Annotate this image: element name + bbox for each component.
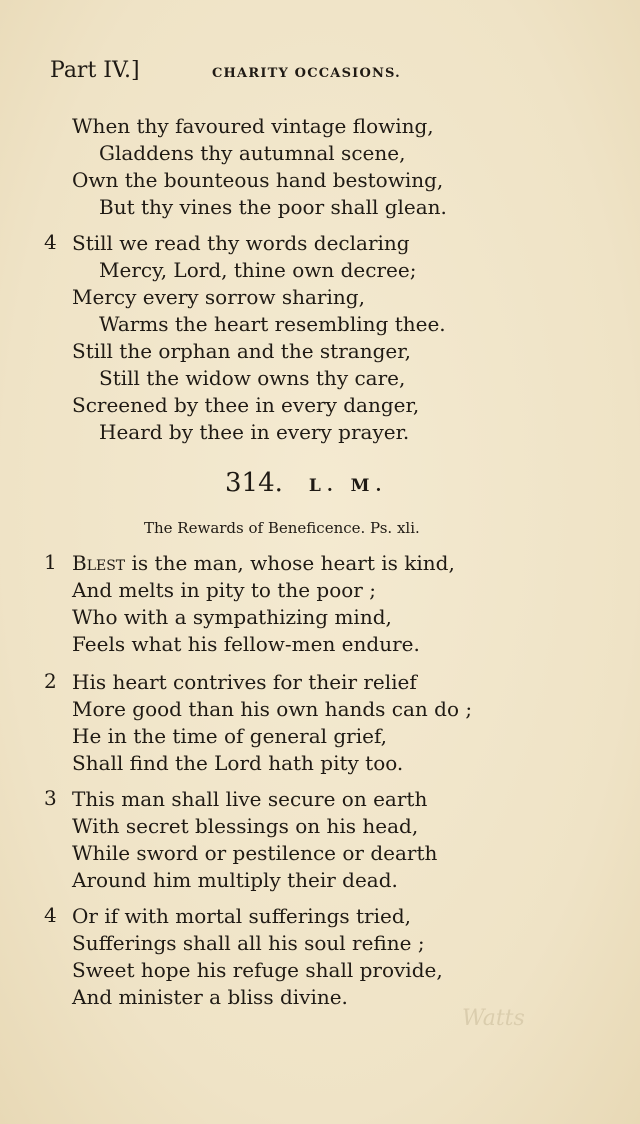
verse-line: Still the orphan and the stranger, [72,339,411,363]
verse-line: While sword or pestilence or dearth [72,841,438,865]
verse-line: Or if with mortal sufferings tried, [72,904,411,928]
hymn-heading [225,468,387,498]
stanza-2 [44,669,552,777]
verse-line: His heart contrives for their relief [72,670,417,694]
stanza-number: 3 [44,786,57,810]
first-line-rest: is the man, whose heart is kind, [125,551,455,575]
hymn-number: 314. [225,468,283,498]
first-word: Blest [72,551,126,575]
verse-line: Shall find the Lord hath pity too. [72,751,404,775]
verse-line: Own the bounteous hand bestowing, [72,168,444,192]
verse-line: Sufferings shall all his soul refine ; [72,931,425,955]
stanza-1 [44,550,552,658]
stanza-3 [44,786,552,894]
verse-line [72,550,552,577]
stanza-4 [44,903,552,1011]
verse-line: But thy vines the poor shall glean. [99,195,447,219]
verse-line: Who with a sympathizing mind, [72,605,392,629]
verse-line: Sweet hope his refuge shall provide, [72,958,443,982]
verse-line: Screened by thee in every danger, [72,393,420,417]
verse-line: Still we read thy words declaring [72,231,410,255]
stanza-number: 1 [44,550,57,574]
verse-line: He in the time of general grief, [72,724,388,748]
verse-line: Mercy every sorrow sharing, [72,285,365,309]
verse-line: With secret blessings on his head, [72,814,419,838]
stanza-continued [72,113,552,221]
author-signature: Watts [462,1006,525,1031]
verse-line: Heard by thee in every prayer. [99,420,410,444]
stanza-number: 2 [44,669,57,693]
part-label: Part IV.] [50,58,140,83]
verse-line: And minister a bliss divine. [72,985,348,1009]
verse-line: More good than his own hands can do ; [72,697,473,721]
stanza-number: 4 [44,903,57,927]
verse-line: Mercy, Lord, thine own decree; [99,258,417,282]
verse-line: Around him multiply their dead. [72,868,398,892]
verse-line: This man shall live secure on earth [72,787,428,811]
verse-line: Gladdens thy autumnal scene, [99,141,406,165]
verse-line: Warms the heart resembling thee. [99,312,446,336]
hymn-subtitle: The Rewards of Beneficence. Ps. xli. [144,519,420,537]
verse-line: Feels what his fellow-men endure. [72,632,420,656]
verse-line: When thy favoured vintage flowing, [72,114,434,138]
hymn-meter: L. M. [308,476,388,496]
stanza-number: 4 [44,230,57,254]
page-header [50,58,570,92]
running-title: CHARITY OCCASIONS. [212,66,401,81]
verse-line: Still the widow owns thy care, [99,366,406,390]
stanza-4-prev-hymn [44,230,552,446]
verse-line: And melts in pity to the poor ; [72,578,376,602]
